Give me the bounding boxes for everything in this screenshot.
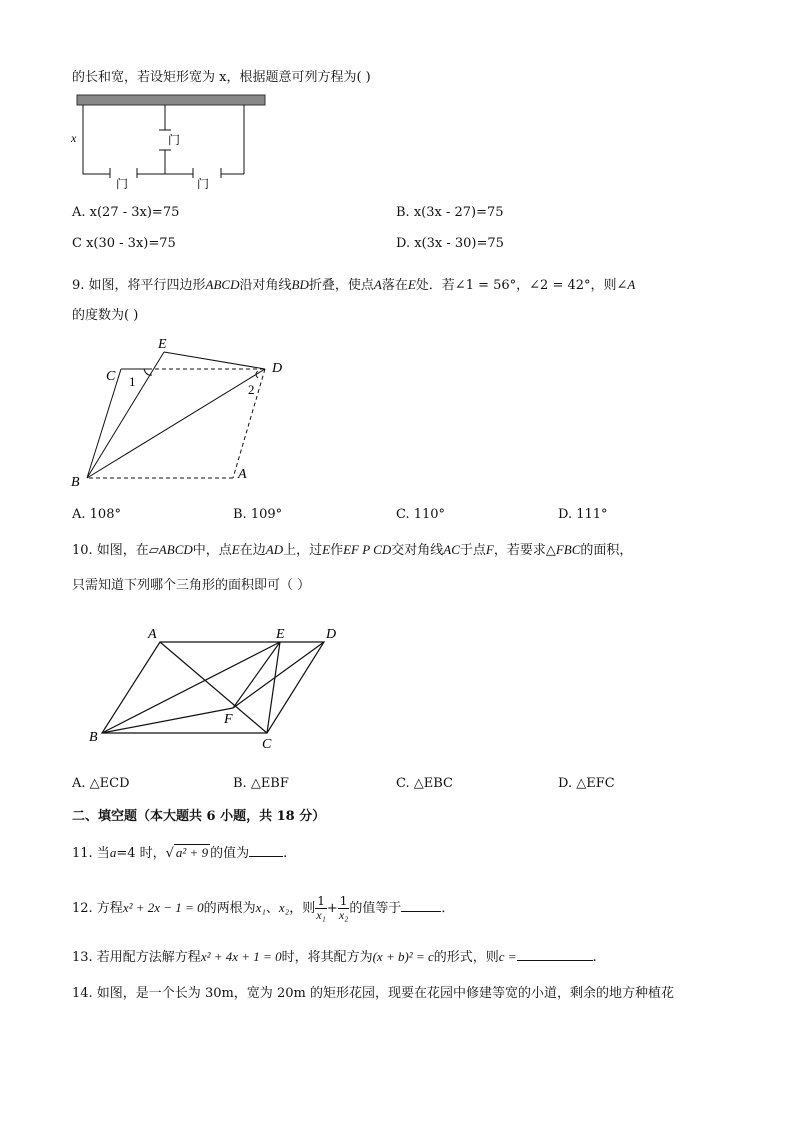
q10-point-c: C	[262, 737, 272, 752]
q10-option-c[interactable]: C. △EBC	[396, 776, 453, 791]
q8-option-b[interactable]: B. x(3x - 27)=75	[396, 205, 504, 220]
q13-answer-blank[interactable]	[517, 948, 593, 961]
q10-point-a: A	[148, 627, 157, 642]
q9-point-e: E	[158, 337, 167, 352]
q8-figure	[66, 92, 276, 192]
q9-point-a: A	[238, 467, 247, 482]
q9-line2: 的度数为( )	[72, 308, 139, 323]
q8-x-label: x	[71, 131, 77, 145]
q10-option-a[interactable]: A. △ECD	[72, 776, 130, 791]
q10-point-f: F	[224, 712, 233, 727]
section-heading: 二、填空题（本大题共 6 小题，共 18 分）	[72, 809, 326, 824]
fraction: $\frac{1}{\text{x₁}}$	[316, 894, 326, 922]
q11-answer-blank[interactable]	[249, 844, 283, 857]
q10-figure	[86, 624, 346, 754]
q10-line1: 10. 如图，在▱ABCD中，点E在边AD上，过E作EF P CD交对角线AC于点F，若要求△FBC的面积，	[72, 542, 633, 558]
q9-option-c[interactable]: C. 110°	[396, 507, 446, 522]
q9-option-b[interactable]: B. 109°	[233, 507, 283, 522]
q9-option-d[interactable]: D. 111°	[558, 507, 608, 522]
q8-option-c[interactable]: C x(30 - 3x)=75	[72, 236, 176, 251]
q10-option-d[interactable]: D. △EFC	[558, 776, 615, 791]
q9-option-a[interactable]: A. 108°	[72, 507, 121, 522]
q9-point-d: D	[272, 361, 283, 376]
q10-option-b[interactable]: B. △EBF	[233, 776, 289, 791]
q9-point-c: C	[106, 369, 116, 384]
q10-line2: 只需知道下列哪个三角形的面积即可（ ）	[72, 578, 311, 593]
q14-line1: 14. 如图，是一个长为 30m，宽为 20m 的矩形花园，现要在花园中修建等宽的小道，剩余的地方种植花	[72, 986, 674, 1001]
q12: 12. 方程x² + 2x − 1 = 0的两根为x₁、x₂，则 $\frac{1}{\text{x₁}}$ + $\frac{1}{\text{x₂}}$ 的值等于 ．	[72, 894, 455, 922]
q9-angle-2-label: 2	[248, 382, 255, 397]
q9-figure	[66, 334, 296, 494]
q10-point-d: D	[326, 627, 337, 642]
q8-door-label: 门	[168, 133, 181, 147]
q8-door-label: 门	[116, 177, 129, 191]
q8-door-label: 门	[197, 177, 210, 191]
q9-line1: 9. 如图，将平行四边形ABCD沿对角线BD折叠，使点A落在E处．若∠1 = 56°，∠2 = 42°，则∠A	[72, 277, 636, 293]
q10-point-b: B	[89, 730, 98, 745]
q9-angle-1-label: 1	[129, 374, 136, 389]
q8-option-a[interactable]: A. x(27 - 3x)=75	[72, 205, 180, 220]
q9-point-b: B	[71, 475, 80, 490]
q12-answer-blank[interactable]	[401, 899, 441, 912]
q8-intro: 的长和宽，若设矩形宽为 x，根据题意可列方程为( )	[72, 70, 371, 85]
q10-point-e: E	[276, 627, 285, 642]
sqrt-expression: √ a² + 9	[165, 845, 209, 861]
q13: 13. 若用配方法解方程x² + 4x + 1 = 0时，将其配方为(x + b)² = c的形式，则c = .	[72, 949, 597, 965]
fraction: $\frac{1}{\text{x₂}}$	[338, 894, 349, 922]
q11: 11. 当a=4 时，√ a² + 9 的值为 .	[72, 845, 288, 861]
q8-option-d[interactable]: D. x(3x - 30)=75	[396, 236, 504, 251]
